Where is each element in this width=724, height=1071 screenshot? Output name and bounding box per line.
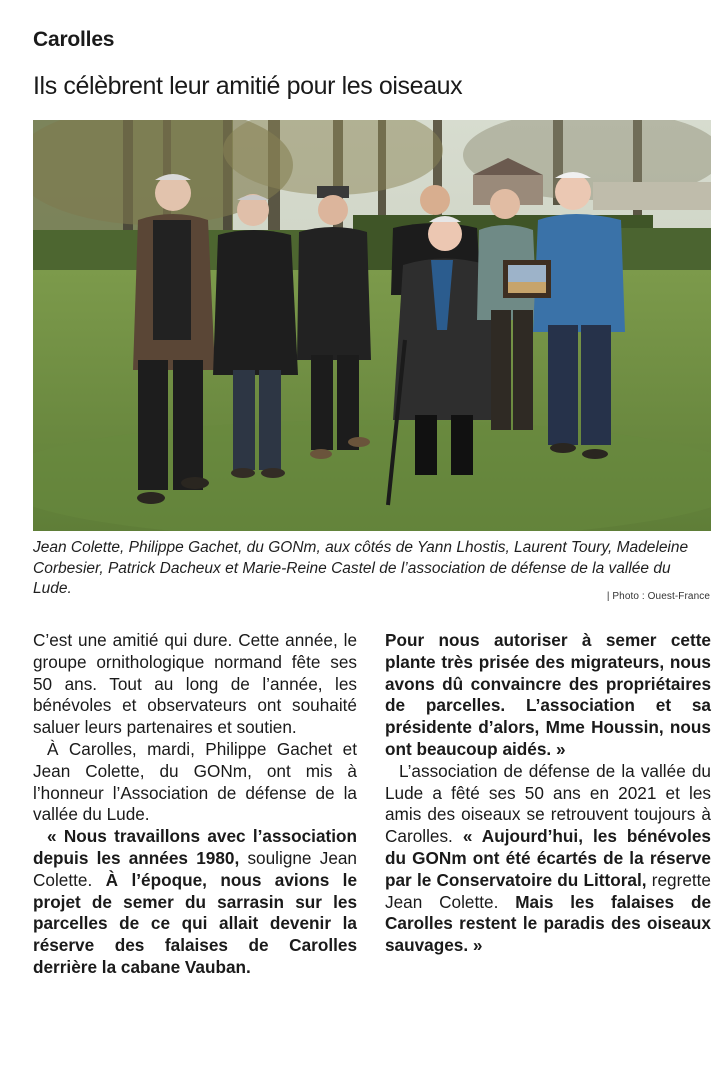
- quote-attribution: regrette Jean Colette.: [385, 869, 711, 912]
- paragraph-intro: C’est une amitié qui dure. Cette année, le groupe ornithologique normand fête ses 50 ans. Tout au long de l’année, les bénévoles et observateurs ont souhaité saluer leurs partenaires et soutien.: [33, 630, 357, 738]
- paragraph-closing: [385, 761, 711, 957]
- article-photo: [33, 120, 711, 531]
- quote-attribution: souligne Jean Colette.: [33, 847, 357, 890]
- paragraph-quote: [33, 826, 357, 979]
- body-text: L’association de défense de la vallée du Lude a fêté ses 50 ans en 2021 et les amis des oiseaux se retrouvent toujours à Carolles.: [385, 760, 711, 847]
- article-column-left: [33, 630, 357, 979]
- quote-text: « Nous travaillons avec l’association depuis les années 1980,: [33, 826, 357, 868]
- quote-text: « Aujourd’hui, les bénévoles du GONm ont été écartés de la réserve par le Conservatoire du Littoral,: [385, 826, 711, 890]
- headline: Ils célèbrent leur amitié pour les oiseaux: [33, 72, 463, 100]
- photo-credit: | Photo : Ouest-France: [606, 591, 710, 602]
- paragraph-quote-continued: [385, 630, 711, 761]
- quote-text: À l’époque, nous avions le projet de semer du sarrasin sur les parcelles de ce qui allait devenir la réserve des falaises de Carolles derrière la cabane Vauban.: [33, 869, 357, 977]
- paragraph-event: À Carolles, mardi, Philippe Gachet et Jean Colette, du GONm, ont mis à l’honneur l’Association de défense de la vallée du Lude.: [33, 738, 357, 825]
- photo-caption: Jean Colette, Philippe Gachet, du GONm, aux côtés de Yann Lhostis, Laurent Toury, Madeleine Corbesier, Patrick Dacheux et Marie-Reine Castel de l’association de défense de la vallée du Lude.: [33, 539, 689, 597]
- rubric-label: Carolles: [33, 28, 115, 51]
- quote-text: Pour nous autoriser à semer cette plante très prisée des migrateurs, nous avons dû convaincre des propriétaires de parcelles. L’association et sa présidente d’alors, Mme Houssin, nous ont beaucoup aidés. »: [385, 630, 711, 759]
- quote-text: Mais les falaises de Carolles restent le paradis des oiseaux sauvages. »: [385, 891, 711, 956]
- article-column-right: [385, 630, 711, 957]
